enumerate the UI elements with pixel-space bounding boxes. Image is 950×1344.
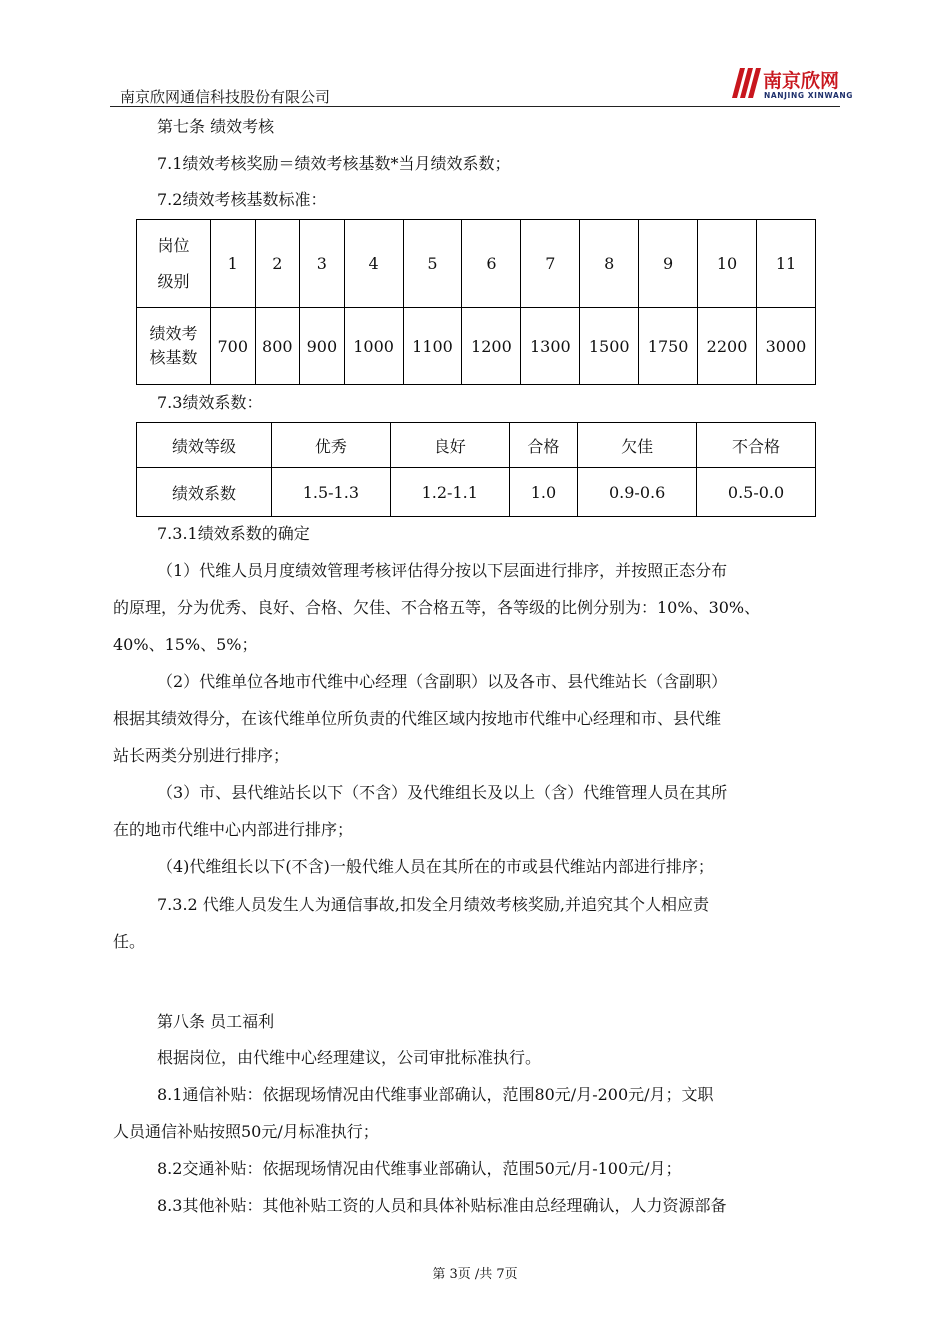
level-cell: 6 <box>462 220 521 308</box>
section-8-3: 8.3其他补贴：其他补贴工资的人员和具体补贴标准由总经理确认，人力资源部备 <box>157 1196 727 1215</box>
base-value-cell: 1200 <box>462 308 521 385</box>
level-cell: 2 <box>255 220 300 308</box>
article-7-title: 第七条 绩效考核 <box>157 117 275 136</box>
section-7-3-2: 7.3.2 代维人员发生人为通信事故,扣发全月绩效考核奖励,并追究其个人相应责 <box>157 895 709 914</box>
paragraph-line: （4)代维组长以下(不含)一般代维人员在其所在的市或县代维站内部进行排序； <box>157 857 714 876</box>
level-cell: 3 <box>300 220 345 308</box>
section-7-1: 7.1绩效考核奖励＝绩效考核基数*当月绩效系数； <box>157 154 511 173</box>
paragraph-line: 的原理，分为优秀、良好、合格、欠佳、不合格五等，各等级的比例分别为：10%、30%、 <box>113 598 761 617</box>
table-header-cell <box>137 220 211 308</box>
paragraph-line: （2）代维单位各地市代维中心经理（含副职）以及各市、县代维站长（含副职） <box>157 672 728 691</box>
coefficient-cell: 1.2-1.1 <box>390 468 509 517</box>
company-name: 南京欣网通信科技股份有限公司 <box>120 88 331 106</box>
base-value-cell: 700 <box>211 308 256 385</box>
level-cell: 4 <box>344 220 403 308</box>
coefficient-cell: 0.5-0.0 <box>697 468 816 517</box>
base-value-cell: 3000 <box>756 308 815 385</box>
section-8-2: 8.2交通补贴：依据现场情况由代维事业部确认，范围50元/月-100元/月； <box>157 1159 682 1178</box>
grade-header-cell: 绩效等级 <box>137 423 272 468</box>
level-cell: 10 <box>698 220 757 308</box>
base-value-cell: 1750 <box>639 308 698 385</box>
section-7-3-1: 7.3.1绩效系数的确定 <box>157 524 310 543</box>
level-cell: 5 <box>403 220 462 308</box>
level-cell: 8 <box>580 220 639 308</box>
level-cell: 1 <box>211 220 256 308</box>
paragraph-line: （3）市、县代维站长以下（不含）及代维组长及以上（含）代维管理人员在其所 <box>157 783 728 802</box>
base-value-cell: 800 <box>255 308 300 385</box>
grade-header-cell: 优秀 <box>271 423 390 468</box>
base-value-cell: 1000 <box>344 308 403 385</box>
grade-header-cell: 合格 <box>509 423 578 468</box>
base-value-cell: 1100 <box>403 308 462 385</box>
paragraph-line: 根据其绩效得分，在该代维单位所负责的代维区域内按地市代维中心经理和市、县代维 <box>113 709 722 728</box>
level-cell: 7 <box>521 220 580 308</box>
section-7-3-2-cont: 任。 <box>113 932 146 951</box>
section-8-1: 8.1通信补贴：依据现场情况由代维事业部确认，范围80元/月-200元/月；文职 <box>157 1085 714 1104</box>
article-8-intro: 根据岗位，由代维中心经理建议，公司审批标准执行。 <box>157 1048 542 1067</box>
base-value-cell: 2200 <box>698 308 757 385</box>
base-value-cell: 1300 <box>521 308 580 385</box>
performance-base-table <box>136 219 816 385</box>
level-cell: 9 <box>639 220 698 308</box>
section-7-2: 7.2绩效考核基数标准： <box>157 190 327 209</box>
section-7-3: 7.3绩效系数： <box>157 393 263 412</box>
logo-text-en: NANJING XINWANG <box>764 91 854 100</box>
coefficient-cell: 0.9-0.6 <box>578 468 697 517</box>
header-divider <box>110 106 840 107</box>
header-line: 绩效考 <box>149 324 198 343</box>
grade-header-cell: 欠佳 <box>578 423 697 468</box>
base-value-cell: 1500 <box>580 308 639 385</box>
logo-text-cn: 南京欣网 <box>763 70 840 92</box>
coefficient-cell: 1.5-1.3 <box>271 468 390 517</box>
performance-coefficient-table <box>136 422 816 517</box>
level-cell: 11 <box>756 220 815 308</box>
header-line: 级别 <box>157 271 190 291</box>
article-8-title: 第八条 员工福利 <box>157 1012 275 1031</box>
coefficient-cell: 绩效系数 <box>137 468 272 517</box>
paragraph-line: 站长两类分别进行排序； <box>113 746 290 765</box>
paragraph-line: （1）代维人员月度绩效管理考核评估得分按以下层面进行排序，并按照正态分布 <box>157 561 728 580</box>
grade-header-cell: 良好 <box>390 423 509 468</box>
grade-header-cell: 不合格 <box>697 423 816 468</box>
header-line: 核基数 <box>149 348 198 367</box>
coefficient-cell: 1.0 <box>509 468 578 517</box>
base-value-cell: 900 <box>300 308 345 385</box>
header-line: 岗位 <box>157 235 190 255</box>
page-number: 第 3页 /共 7页 <box>432 1267 518 1282</box>
company-logo <box>726 66 854 104</box>
paragraph-line: 40%、15%、5%； <box>113 635 258 654</box>
paragraph-line: 在的地市代维中心内部进行排序； <box>113 820 354 839</box>
section-8-1-cont: 人员通信补贴按照50元/月标准执行； <box>113 1122 379 1141</box>
table-header-cell <box>137 308 211 385</box>
logo-mark-icon <box>726 68 762 98</box>
